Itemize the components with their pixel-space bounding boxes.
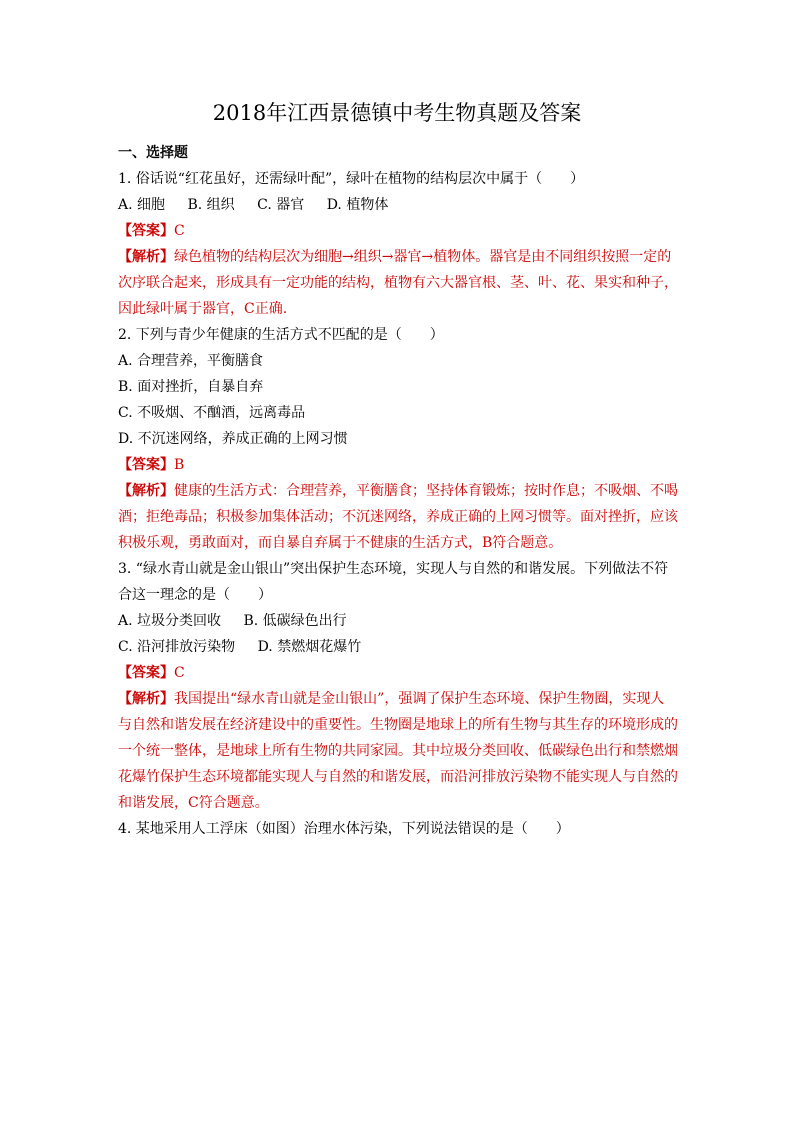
option-d: D. 禁燃烟花爆竹	[257, 639, 362, 655]
question-1-analysis	[118, 244, 678, 322]
section-heading: 一、选择题	[118, 145, 188, 161]
answer-value: C	[174, 223, 185, 239]
answer-tag: 【答案】	[118, 665, 174, 681]
analysis-tag: 【解析】	[118, 691, 174, 707]
answer-value: B	[174, 457, 185, 473]
question-1-answer	[118, 218, 678, 244]
question-2-stem: 2. 下列与青少年健康的生活方式不匹配的是（ ）	[118, 327, 444, 343]
question-3-analysis	[118, 686, 678, 816]
option-a: A. 细胞	[118, 197, 166, 213]
question-4-stem: 4. 某地采用人工浮床（如图）治理水体污染，下列说法错误的是（ ）	[118, 821, 570, 837]
analysis-text: 健康的生活方式：合理营养，平衡膳食；坚持体育锻炼；按时作息；不吸烟、不喝酒；拒绝毒品；积极参加集体活动；不沉迷网络，养成正确的上网习惯等。面对挫折，应该积极乐观，勇敢面对，而自暴自弃属于不健康的生活方式，B符合题意。	[118, 483, 678, 551]
answer-tag: 【答案】	[118, 457, 174, 473]
question-list	[118, 140, 678, 842]
page-title: 2018年江西景德镇中考生物真题及答案	[212, 101, 582, 125]
answer-value: C	[174, 665, 185, 681]
option-a: A. 垃圾分类回收	[118, 613, 222, 629]
question-1-options	[118, 192, 678, 218]
analysis-text: 绿色植物的结构层次为细胞→组织→器官→植物体。器官是由不同组织按照一定的次序联合起来，形成具有一定功能的结构，植物有六大器官根、茎、叶、花、果实和种子，因此绿叶属于器官，C正确.	[118, 249, 678, 317]
option-b: B. 低碳绿色出行	[243, 613, 347, 629]
answer-tag: 【答案】	[118, 223, 174, 239]
analysis-tag: 【解析】	[118, 249, 174, 265]
question-1-stem: 1. 俗话说“红花虽好，还需绿叶配”，绿叶在植物的结构层次中属于（ ）	[118, 171, 585, 187]
question-3-stem: 3. “绿水青山就是金山银山”突出保护生态环境，实现人与自然的和谐发展。下列做法不符合这一理念的是（ ）	[118, 561, 669, 603]
question-3-options-row-1	[118, 608, 678, 634]
option-b: B. 组织	[187, 197, 235, 213]
question-3-answer	[118, 660, 678, 686]
question-3-options-row-2	[118, 634, 678, 660]
option-d: D. 植物体	[326, 197, 389, 213]
option-a: A. 合理营养，平衡膳食	[118, 353, 264, 369]
option-d: D. 不沉迷网络，养成正确的上网习惯	[118, 431, 348, 447]
question-2-analysis	[118, 478, 678, 556]
analysis-tag: 【解析】	[118, 483, 174, 499]
option-c: C. 沿河排放污染物	[118, 639, 236, 655]
analysis-text: 我国提出“绿水青山就是金山银山”，强调了保护生态环境、保护生物圈，实现人与自然和谐发展在经济建设中的重要性。生物圈是地球上的所有生物与其生存的环境形成的一个统一整体，是地球上所有生物的共同家园。其中垃圾分类回收、低碳绿色出行和禁燃烟花爆竹保护生态环境都能实现人与自然的和谐发展，而沿河排放污染物不能实现人与自然的和谐发展，C符合题意。	[118, 691, 678, 811]
question-2-answer	[118, 452, 678, 478]
option-c: C. 器官	[257, 197, 305, 213]
option-c: C. 不吸烟、不酗酒，远离毒品	[118, 405, 306, 421]
option-b: B. 面对挫折，自暴自弃	[118, 379, 264, 395]
